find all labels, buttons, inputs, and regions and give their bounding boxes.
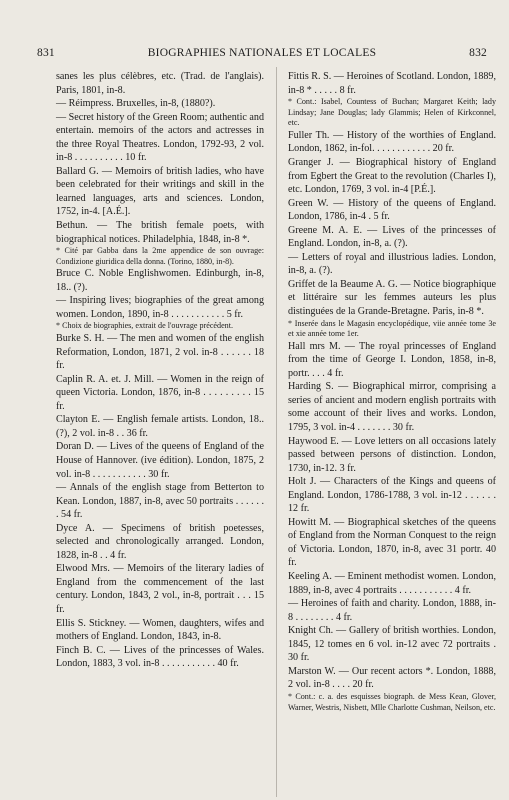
entry: Fittis R. S. — Heroines of Scotland. London, 1889, in-8 * . . . . . 8 fr. bbox=[288, 71, 496, 96]
running-title: BIOGRAPHIES NATIONALES ET LOCALES bbox=[147, 47, 377, 59]
entry: Bethun. — The british female poets, with biographical notices. Philadelphia, 1848, in-8 *. bbox=[56, 220, 264, 245]
entry: — Inspiring lives; biographies of the great among women. London, 1890, in-8 . . . . . . . . . . . 5 fr. bbox=[56, 295, 264, 320]
entry: Dyce A. — Specimens of british poetesses, selected and chronologically arranged. London, 1828, in-8 . . 4 fr. bbox=[56, 522, 264, 561]
entry-note: * Cont.: c. a. des esquisses biograph. de Mess Kean, Glover, Warner, Westris, Nisbett, Mlle Charlotte Cushman, Neilson, etc. bbox=[288, 691, 496, 712]
entry: Ellis S. Stickney. — Women, daughters, wifes and mothers of England. London, 1843, in-8. bbox=[56, 617, 264, 643]
entry: — Letters of royal and illustrious ladies. London, in-8, a. (?). bbox=[288, 251, 496, 277]
entry-note: * Choix de biographies, extrait de l'ouvrage précédent. bbox=[56, 321, 233, 331]
entry: — Secret history of the Green Room; authentic and entertain. memoirs of the actors and actresses in the three Royal Theatres. London, 1792-93, 2 vol. in-8 . . . . . . . . . . 10 fr. bbox=[56, 111, 264, 164]
entry: Griffet de la Beaume A. G. — Notice biographique et littéraire sur les femmes auteurs les plus distinguées de la Grande-Bretagne. Paris, in-8 *. bbox=[288, 278, 496, 317]
entry: — Réimpress. Bruxelles, in-8, (1880?). bbox=[56, 98, 216, 110]
entry: Howitt M. — Biographical sketches of the queens of England from the Norman Conquest to the reign of Victoria. London, 1870, in-8, avec 31 portr. 40 fr. bbox=[288, 516, 496, 569]
entry: Hall mrs M. — The royal princesses of England from the time of George I. London, 1858, in-8, portr. . . . 4 fr. bbox=[288, 340, 496, 379]
entry: Keeling A. — Eminent methodist women. London, 1889, in-8, avec 4 portraits . . . . . . . . . . . 4 fr. bbox=[288, 571, 496, 596]
right-column bbox=[288, 70, 496, 713]
entry: Greene M. A. E. — Lives of the princesses of England. London, in-8, a. (?). bbox=[288, 224, 496, 250]
entry: Bruce C. Noble Englishwomen. Edinburgh, in-8, 18.. (?). bbox=[56, 268, 264, 293]
entry: Marston W. — Our recent actors *. London, 1888, 2 vol. in-8 . . . . 20 fr. bbox=[288, 665, 496, 691]
entry: Granger J. — Biographical history of England from Egbert the Great to the revolution (Charles I), etc. London, 1769, 3 vol. in-4 [P.É.]. bbox=[288, 156, 496, 196]
entry: Holt J. — Characters of the Kings and queens of England. London, 1786-1788, 3 vol. in-12 . . . . . . 12 fr. bbox=[288, 476, 496, 515]
entry: Haywood E. — Love letters on all occasions lately passed between persons of distinction. London, 1730, in-12. 3 fr. bbox=[288, 435, 496, 474]
page-number-left: 831 bbox=[37, 47, 55, 59]
page-header bbox=[37, 47, 487, 61]
entry: Burke S. H. — The men and women of the english Reformation, London, 1871, 2 vol. in-8 . . . . . . 18 fr. bbox=[56, 333, 264, 372]
entry: Green W. — History of the queens of England. London, 1786, in-4 . 5 fr. bbox=[288, 197, 496, 223]
entry: Knight Ch. — Gallery of british worthies. London, 1845, 12 tomes en 6 vol. in-12 avec 72 portraits . 30 fr. bbox=[288, 625, 496, 664]
entry: — Heroines of faith and charity. London, 1888, in-8 . . . . . . . . 4 fr. bbox=[288, 598, 496, 623]
entry: Finch B. C. — Lives of the princesses of Wales. London, 1883, 3 vol. in-8 . . . . . . . . . . . 40 fr. bbox=[56, 644, 264, 670]
entry: Harding S. — Biographical mirror, comprising a series of ancient and modern english portraits with some account of their lives and works. London, 1795, 3 vol. in-4 . . . . . . . 30 fr. bbox=[288, 381, 496, 433]
column-divider bbox=[276, 67, 277, 797]
entry: Ballard G. — Memoirs of british ladies, who have been celebrated for their writings and skill in the learned languages, arts and sciences. London, 1752, in-4. [A.É.]. bbox=[56, 165, 264, 218]
entry: Caplin R. A. et. J. Mill. — Women in the reign of queen Victoria. London, 1876, in-8 . . . . . . . . . 15 fr. bbox=[56, 373, 264, 412]
entry-note: * Cité par Gabba dans la 2me appendice de son ouvrage: Condizione giuridica della donna. (Torino, 1880, in-8). bbox=[56, 246, 264, 266]
entry-note: * Inserée dans le Magasin encyclopédique, viie année tome 3e et xie année tome 1er. bbox=[288, 318, 496, 339]
entry: Clayton E. — English female artists. London, 18.. (?), 2 vol. in-8 . . 36 fr. bbox=[56, 414, 264, 439]
entry: sanes les plus célèbres, etc. (Trad. de l'anglais). Paris, 1801, in-8. bbox=[56, 71, 264, 96]
left-column bbox=[56, 70, 264, 671]
entry: Doran D. — Lives of the queens of England of the House of Hannover. (ive édition). London, 1875, 2 vol. in-8 . . . . . . . . . . . 30 fr. bbox=[56, 441, 264, 480]
entry-note: * Cont.: Isabel, Countess of Buchan; Margaret Keith; lady Lindsay; Jane Douglas; lady Glammis; Helen of Kirkconnel, etc. bbox=[288, 97, 496, 128]
entry: Fuller Th. — History of the worthies of England. London, 1862, in-fol. . . . . . . . . . . . 20 fr. bbox=[288, 129, 496, 155]
entry: Elwood Mrs. — Memoirs of the literary ladies of England from the commencement of the last century. London, 1843, 2 vol., in-8, portrait . . . 15 fr. bbox=[56, 563, 264, 616]
entry: — Annals of the english stage from Betterton to Kean. London, 1887, in-8, avec 50 portraits . . . . . . . 54 fr. bbox=[56, 482, 264, 521]
page-number-right: 832 bbox=[469, 47, 487, 59]
